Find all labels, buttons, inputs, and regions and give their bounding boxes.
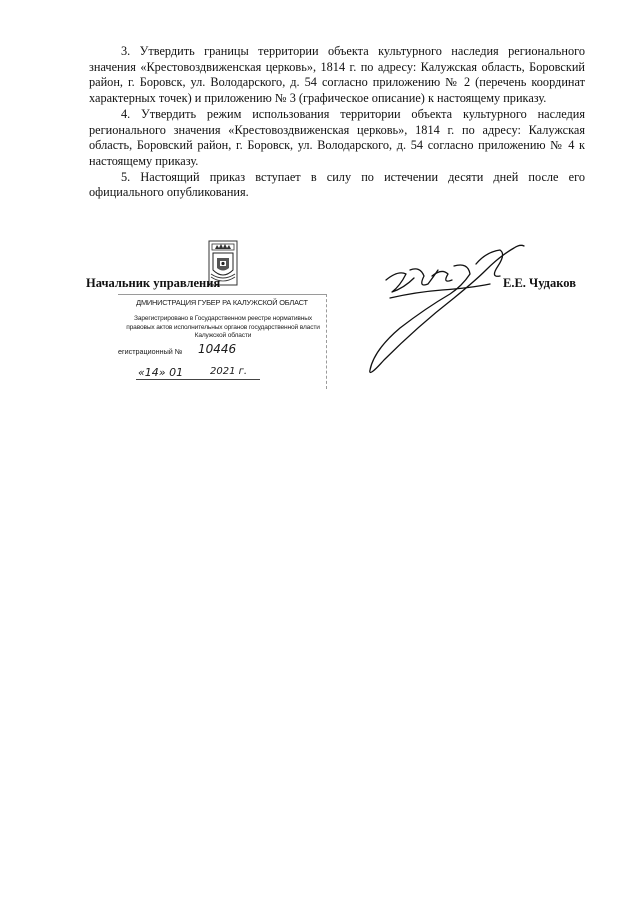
stamp-date-day: «14» 01 xyxy=(138,366,184,379)
signatory-title: Начальник управления xyxy=(86,276,221,290)
stamp-date-year: 2021 г. xyxy=(210,366,248,377)
stamp-date-underline xyxy=(136,379,260,380)
document-body xyxy=(89,44,585,201)
registration-stamp xyxy=(118,240,326,388)
stamp-registration-number: 10446 xyxy=(198,342,237,356)
stamp-registration-text: Зарегистрировано в Государственном реестре нормативных правовых актов исполнительных органов государственной власти Калужской области xyxy=(126,315,320,340)
signatory-name: Е.Е. Чудаков xyxy=(503,276,576,290)
paragraph-4: 4. Утвердить режим использования территории объекта культурного наследия регионального значения «Крестовоздвиженская церковь», 1814 г. по адресу: Калужская область, Боровский район, г. Боровск, ул. Володарского, д. 54 согласно приложению № 4 к настоящему приказу. xyxy=(89,106,585,168)
stamp-registration-label: егистрационный № xyxy=(118,347,183,356)
paragraph-5: 5. Настоящий приказ вступает в силу по истечении десяти дней после его официального опубликования. xyxy=(89,169,585,200)
stamp-header: ДМИНИСТРАЦИЯ ГУБЕР РА КАЛУЖСКОЙ ОБЛАСТ xyxy=(136,298,308,307)
handwritten-signature xyxy=(330,240,530,375)
paragraph-3: 3. Утвердить границы территории объекта культурного наследия регионального значения «Крестовоздвиженская церковь», 1814 г. по адресу: Калужская область, Боровский район, г. Боровск, ул. Володарского, д. 54 согласно приложению № 2 (перечень координат характерных точек) и приложению № 3 (графическое описание) к настоящему приказу. xyxy=(89,44,585,106)
